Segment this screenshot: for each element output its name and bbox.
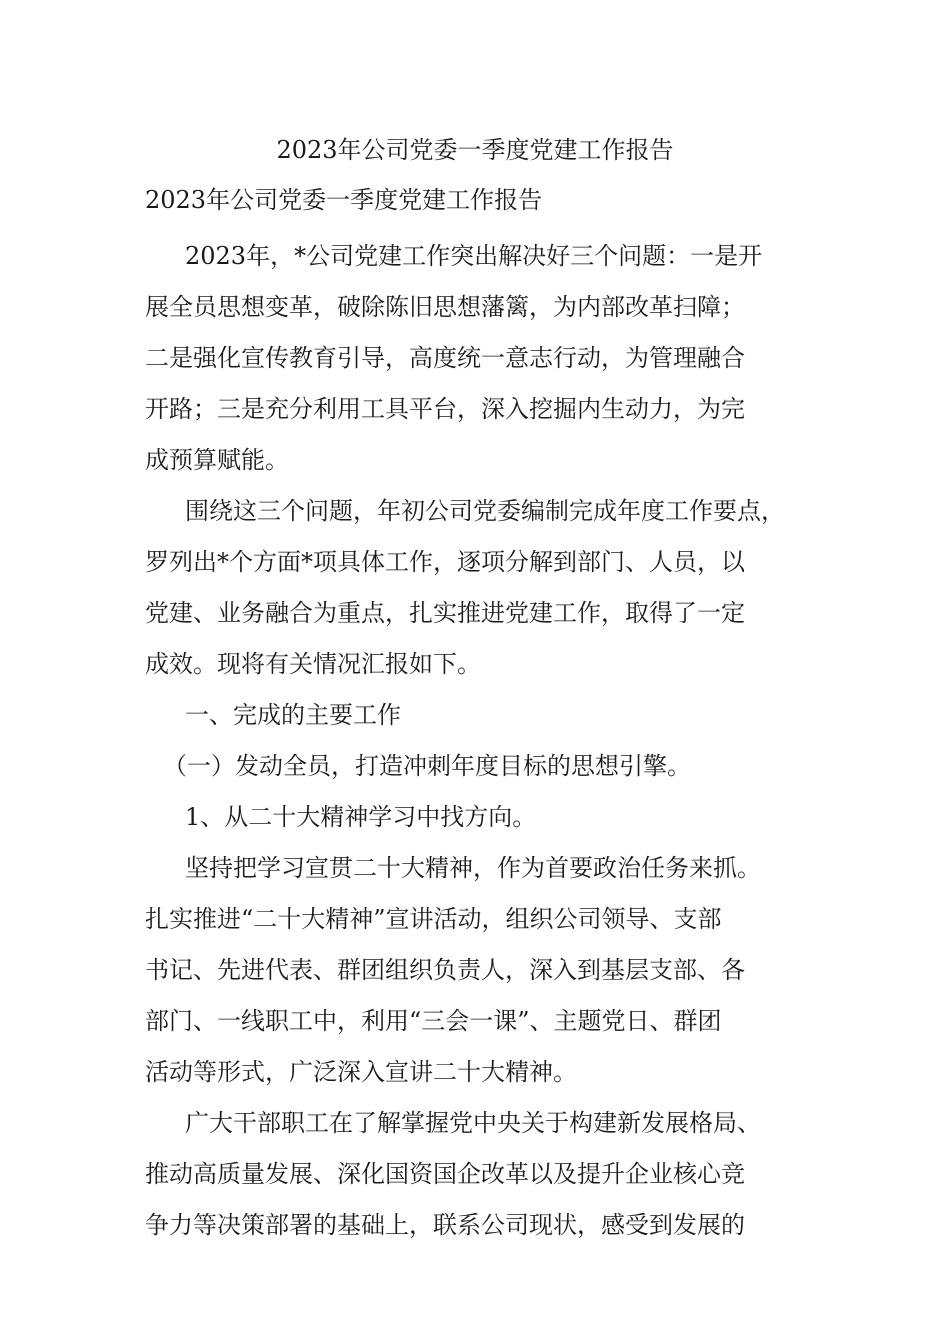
paragraph-line: 罗列出*个方面*项具体工作，逐项分解到部门、人员，以 xyxy=(145,548,745,576)
paragraph-line: 活动等形式，广泛深入宣讲二十大精神。 xyxy=(145,1058,577,1086)
paragraph-line: 一、完成的主要工作 xyxy=(185,701,401,729)
paragraph xyxy=(145,741,805,792)
paragraph xyxy=(145,231,805,486)
paragraph-line: 广大干部职工在了解掌握党中央关于构建新发展格局、 xyxy=(185,1109,761,1137)
paragraph-line: 1、从二十大精神学习中找方向。 xyxy=(185,803,537,831)
paragraph xyxy=(145,690,805,741)
paragraph-line: 成效。现将有关情况汇报如下。 xyxy=(145,650,481,678)
paragraph-line: 推动高质量发展、深化国资国企改革以及提升企业核心竞 xyxy=(145,1160,745,1188)
document-title: 2023年公司党委一季度党建工作报告 xyxy=(276,136,674,164)
paragraph-line: 围绕这三个问题，年初公司党委编制完成年度工作要点， xyxy=(185,497,785,525)
paragraph xyxy=(145,486,805,690)
paragraph-line: （一）发动全员，打造冲刺年度目标的思想引擎。 xyxy=(163,752,691,780)
paragraph-line: 开路；三是充分利用工具平台，深入挖掘内生动力，为完 xyxy=(145,395,745,423)
paragraph-line: 二是强化宣传教育引导，高度统一意志行动，为管理融合 xyxy=(145,344,745,372)
paragraph-line: 扎实推进“二十大精神”宣讲活动，组织公司领导、支部 xyxy=(145,905,722,933)
paragraph-line: 坚持把学习宣贯二十大精神，作为首要政治任务来抓。 xyxy=(185,854,761,882)
document-body xyxy=(145,231,805,1251)
paragraph-line: 党建、业务融合为重点，扎实推进党建工作，取得了一定 xyxy=(145,599,745,627)
paragraph-line: 展全员思想变革，破除陈旧思想藩篱，为内部改革扫障； xyxy=(145,293,745,321)
paragraph xyxy=(145,843,805,1098)
paragraph-line: 成预算赋能。 xyxy=(145,446,289,474)
paragraph-line: 争力等决策部署的基础上，联系公司现状，感受到发展的 xyxy=(145,1211,745,1239)
paragraph xyxy=(145,792,805,843)
paragraph-line: 书记、先进代表、群团组织负责人，深入到基层支部、各 xyxy=(145,956,745,984)
paragraph-line: 部门、一线职工中，利用“三会一课”、主题党日、群团 xyxy=(145,1007,722,1035)
paragraph xyxy=(145,1098,805,1251)
paragraph-line: 2023年，*公司党建工作突出解决好三个问题：一是开 xyxy=(185,242,763,270)
document-subtitle: 2023年公司党委一季度党建工作报告 xyxy=(145,186,543,214)
